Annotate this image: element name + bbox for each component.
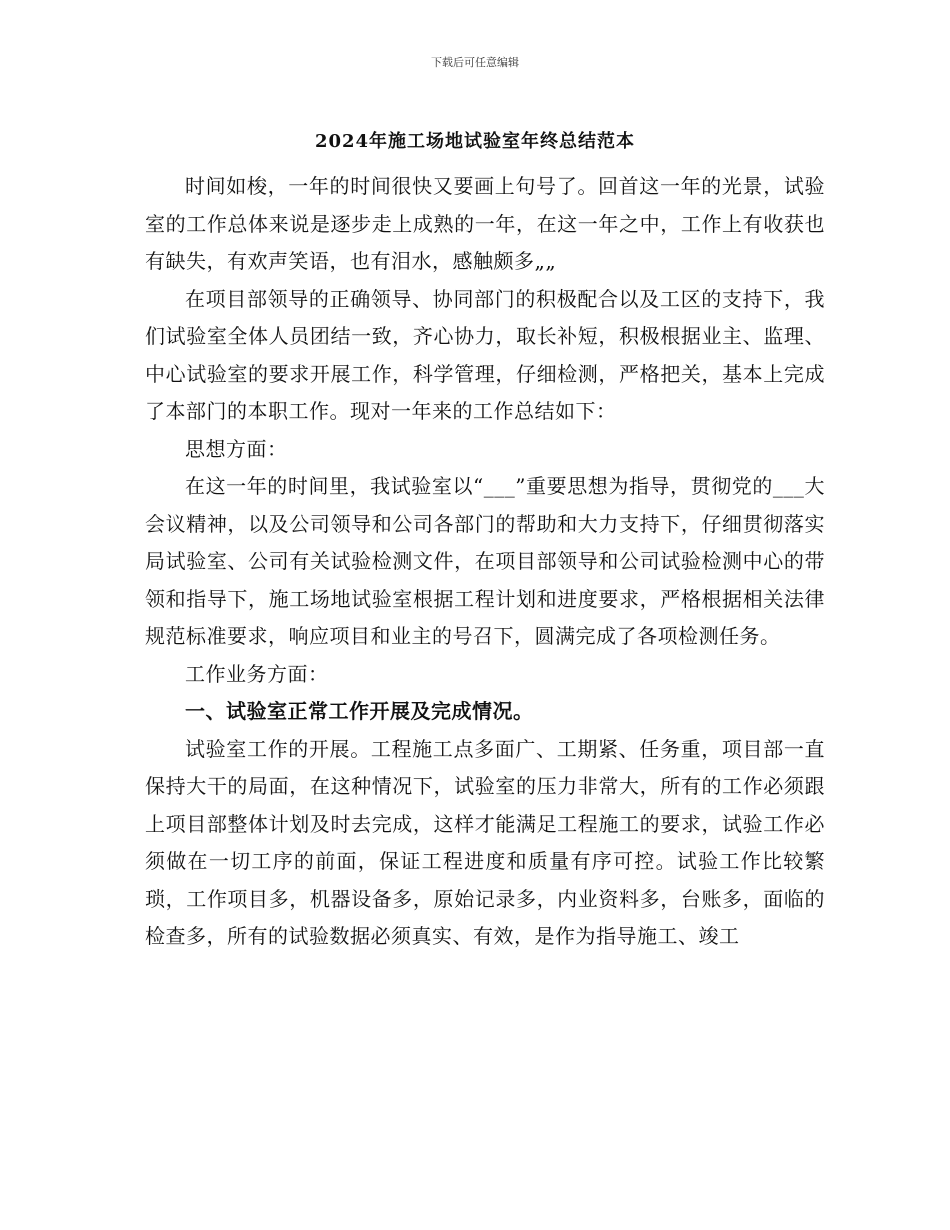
section-label-work: 工作业务方面：: [185, 661, 329, 686]
intro-paragraph: 时间如梭，一年的时间很快又要画上句号了。回首这一年的光景，试验室的工作总体来说是逐步走上成熟的一年，在这一年之中，工作上有收获也有缺失，有欢声笑语，也有泪水，感触颇多„„: [145, 174, 825, 273]
section-heading-1: 一、试验室正常工作开展及完成情况。: [185, 699, 534, 723]
section-label-thought: 思想方面：: [185, 436, 288, 461]
header-note: 下载后可任意编辑: [431, 56, 519, 69]
summary-paragraph: 在项目部领导的正确领导、协同部门的积极配合以及工区的支持下，我们试验室全体人员团结一致，齐心协力，取长补短，积极根据业主、监理、中心试验室的要求开展工作，科学管理，仔细检测，严格把关，基本上完成了本部门的本职工作。现对一年来的工作总结如下：: [145, 286, 825, 423]
work-paragraph: 试验室工作的开展。工程施工点多面广、工期紧、任务重，项目部一直保持大干的局面，在这种情况下，试验室的压力非常大，所有的工作必须跟上项目部整体计划及时去完成，这样才能满足工程施工的要求，试验工作必须做在一切工序的前面，保证工程进度和质量有序可控。试验工作比较繁琐，工作项目多，机器设备多，原始记录多，内业资料多，台账多，面临的检查多，所有的试验数据必须真实、有效，是作为指导施工、竣工: [145, 736, 825, 948]
document-title: 2024年施工场地试验室年终总结范本: [314, 131, 636, 152]
document-body: [145, 168, 825, 956]
thought-paragraph: 在这一年的时间里，我试验室以“___”重要思想为指导，贯彻党的___大会议精神，以及公司领导和公司各部门的帮助和大力支持下，仔细贯彻落实局试验室、公司有关试验检测文件，在项目部领导和公司试验检测中心的带领和指导下，施工场地试验室根据工程计划和进度要求，严格根据相关法律规范标准要求，响应项目和业主的号召下，圆满完成了各项检测任务。: [145, 474, 825, 648]
